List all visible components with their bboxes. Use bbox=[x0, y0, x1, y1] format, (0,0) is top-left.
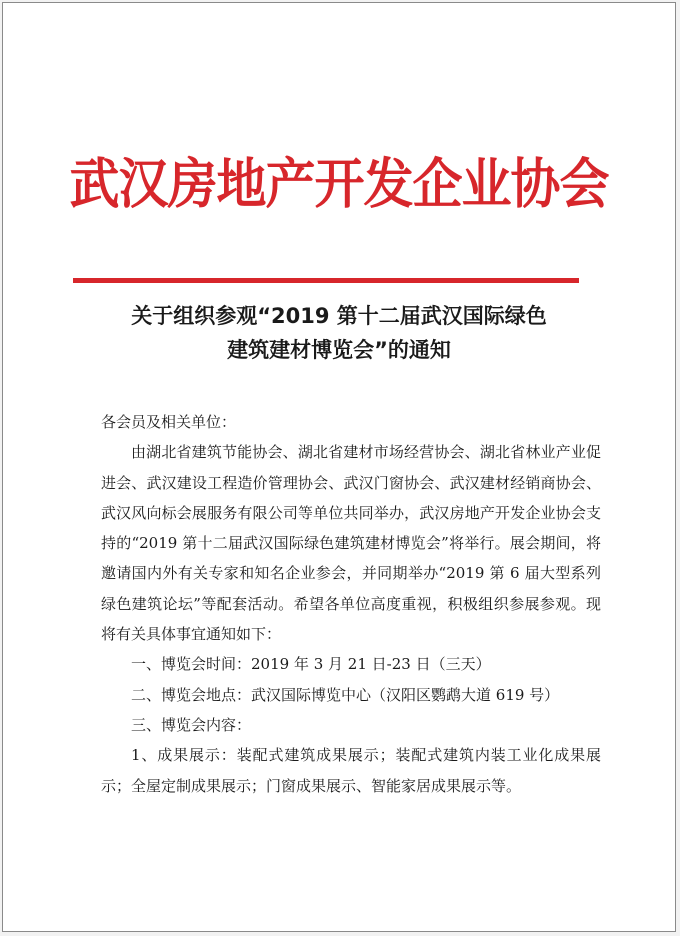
notice-title-line-1: 关于组织参观“2019 第十二届武汉国际绿色 bbox=[131, 304, 547, 328]
organization-name: 武汉房地产开发企业协会 bbox=[69, 151, 609, 216]
document-page bbox=[2, 2, 676, 932]
notice-body bbox=[101, 407, 601, 801]
item-content-achievements: 1、成果展示：装配式建筑成果展示；装配式建筑内装工业化成果展示；全屋定制成果展示；门窗成果展示、智能家居成果展示等。 bbox=[101, 746, 601, 795]
salutation: 各会员及相关单位： bbox=[101, 413, 237, 431]
intro-paragraph: 由湖北省建筑节能协会、湖北省建材市场经营协会、湖北省林业产业促进会、武汉建设工程造价管理协会、武汉门窗协会、武汉建材经销商协会、武汉风向标会展服务有限公司等单位共同举办，武汉房地产开发企业协会支持的“2019 第十二届武汉国际绿色建筑建材博览会”将举行。展会期间，将邀请国内外有关专家和知名企业参会，并同期举办“2019 第 6 届大型系列绿色建筑论坛”等配套活动。希望各单位高度重视，积极组织参展参观。现将有关具体事宜通知如下： bbox=[101, 443, 601, 644]
notice-title-line-2: 建筑建材博览会”的通知 bbox=[227, 338, 451, 362]
item-content: 三、博览会内容： bbox=[131, 715, 252, 734]
item-time: 一、博览会时间：2019 年 3 月 21 日-23 日（三天） bbox=[131, 655, 491, 674]
notice-title bbox=[73, 299, 605, 367]
red-divider bbox=[73, 278, 579, 283]
item-location: 二、博览会地点：武汉国际博览中心（汉阳区鹦鹉大道 619 号） bbox=[131, 685, 560, 704]
